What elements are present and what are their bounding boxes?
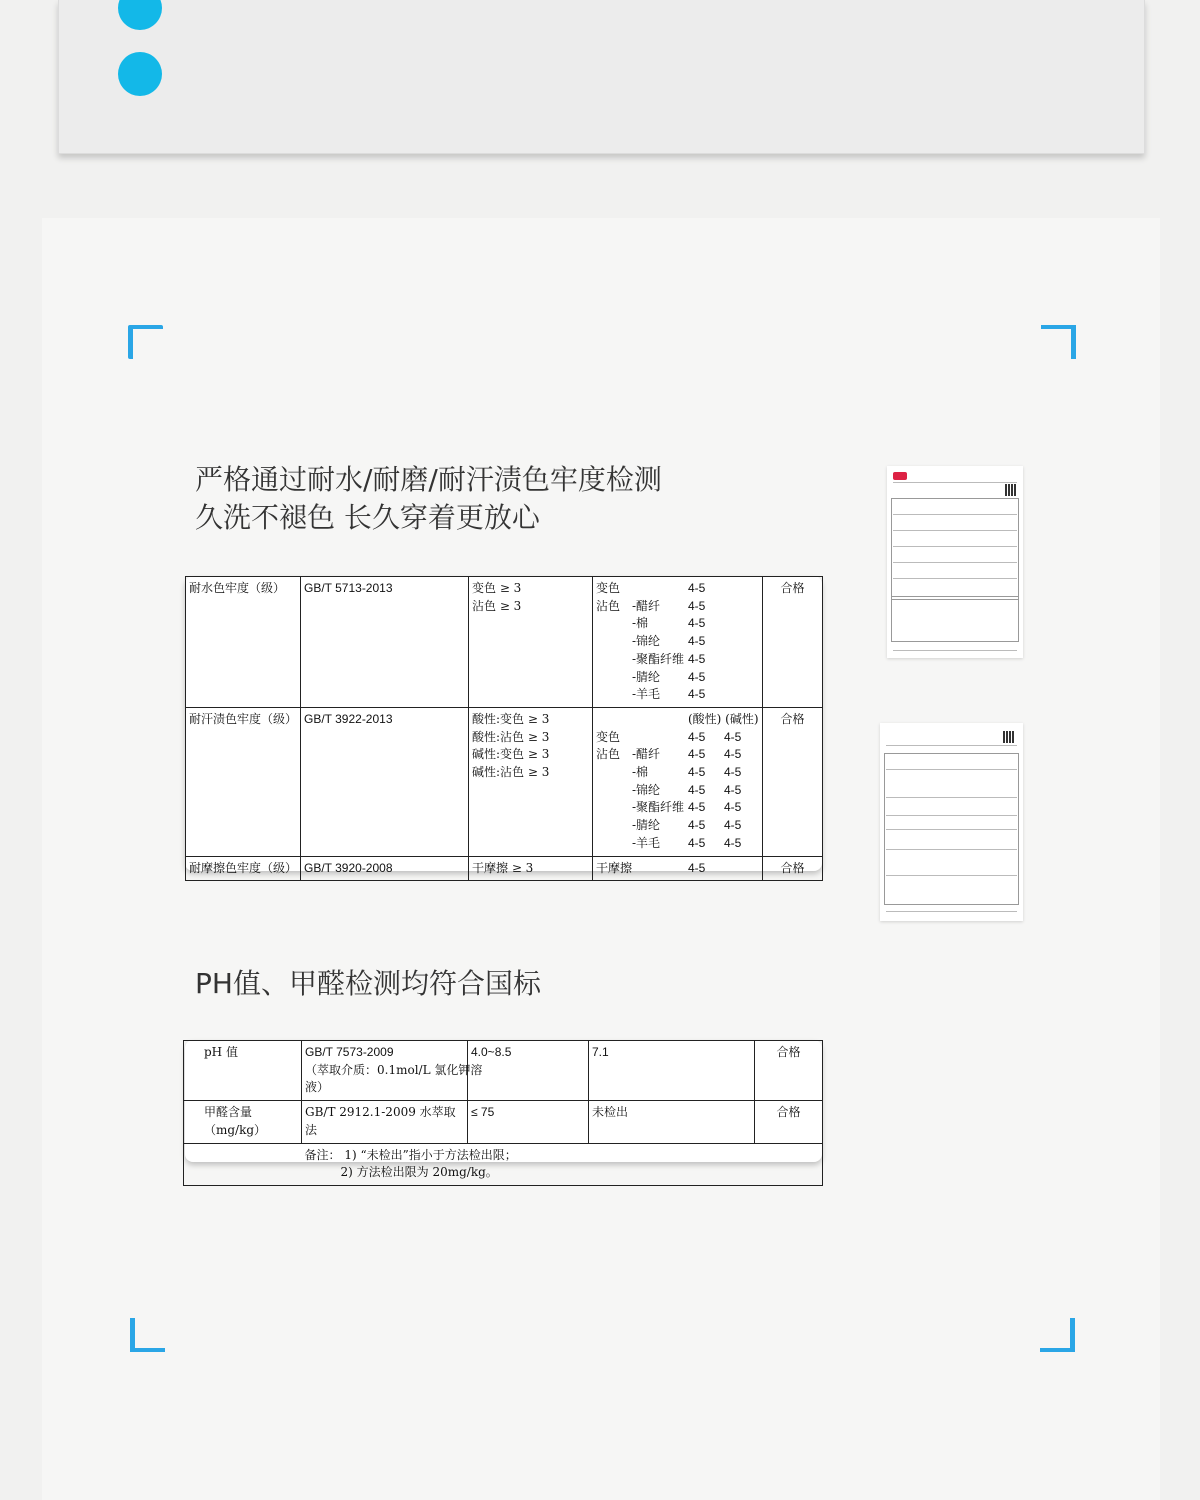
- result-header: (酸性) (碱性): [688, 711, 759, 726]
- result-label: -聚酯纤维: [632, 651, 685, 666]
- result-cell: [593, 707, 763, 856]
- result-label: -羊毛: [632, 835, 661, 850]
- bullet-dot: [118, 52, 162, 96]
- standard-cell: [302, 1041, 483, 1101]
- ph-formaldehyde-table: [183, 1040, 823, 1186]
- requirement-cell: ≤ 75: [468, 1101, 589, 1143]
- standard-cell: GB/T 2912.1-2009 水萃取法: [302, 1101, 468, 1143]
- note-cell: [302, 1143, 823, 1185]
- item-cell: pH 值: [184, 1041, 302, 1101]
- requirement-cell: [469, 577, 593, 708]
- result-acid: 4-5: [688, 765, 706, 780]
- result-alkali: 4-5: [724, 765, 742, 780]
- colorfastness-table-image: [185, 576, 822, 875]
- table-row: [184, 1101, 823, 1143]
- requirement-line: 酸性:沾色 ≥ 3: [472, 729, 550, 744]
- requirement-cell: [469, 707, 593, 856]
- table-row: [184, 1143, 823, 1185]
- verdict-cell: 合格: [763, 707, 823, 856]
- standard-cell: GB/T 5713-2013: [301, 577, 469, 708]
- corner-bracket-top-left: [128, 325, 163, 359]
- qr-code: [1003, 731, 1015, 743]
- verdict-cell: 合格: [763, 856, 823, 881]
- result-value: 4-5: [688, 634, 706, 649]
- table-row: [186, 577, 823, 708]
- verdict-cell: 合格: [763, 577, 823, 708]
- result-label: -聚酯纤维: [632, 800, 685, 815]
- item-cell: 甲醛含量（mg/kg）: [184, 1101, 302, 1143]
- result-alkali: 4-5: [724, 818, 742, 833]
- item-cell: 耐汗渍色牢度（级）: [186, 707, 301, 856]
- result-value: 4-5: [688, 598, 706, 613]
- corner-bracket-bottom-right: [1040, 1318, 1075, 1352]
- note-line: 2) 方法检出限为 20mg/kg。: [340, 1165, 498, 1180]
- requirement-cell: 4.0~8.5: [468, 1041, 589, 1101]
- standard-line: （萃取介质：0.1mol/L 氯化钾溶: [305, 1062, 483, 1077]
- result-value: 4-5: [688, 616, 706, 631]
- result-label: 沾色 -醋纤: [596, 747, 661, 762]
- result-acid: 4-5: [688, 800, 706, 815]
- requirement-line: 变色 ≥ 3: [472, 581, 522, 595]
- corner-bracket-top-right: [1041, 325, 1076, 359]
- result-label: 沾色 -醋纤: [596, 598, 661, 613]
- note-line: 备注： 1) “未检出”指小于方法检出限；: [304, 1147, 517, 1162]
- result-cell: [593, 577, 763, 708]
- test-report-thumbnail: [887, 466, 1023, 658]
- result-alkali: 4-5: [724, 800, 742, 815]
- verdict-cell: 合格: [755, 1101, 823, 1143]
- result-alkali: 4-5: [724, 782, 742, 797]
- result-label: 变色: [596, 729, 621, 744]
- result-value: 4-5: [688, 669, 706, 684]
- qr-code: [1005, 484, 1017, 496]
- result-acid: 4-5: [688, 729, 706, 744]
- result-cell: [593, 856, 763, 881]
- result-alkali: 4-5: [724, 747, 742, 762]
- requirement-line: 碱性:沾色 ≥ 3: [472, 765, 550, 780]
- report-logo: [893, 472, 907, 480]
- colorfastness-table: [185, 576, 823, 881]
- result-cell: 7.1: [589, 1041, 755, 1101]
- result-label: 变色: [596, 581, 621, 595]
- section2-heading: PH值、甲醛检测均符合国标: [195, 967, 541, 1000]
- result-label: -棉: [632, 765, 649, 780]
- top-card: [58, 0, 1145, 154]
- result-acid: 4-5: [688, 747, 706, 762]
- section1-heading-line2: 久洗不褪色 长久穿着更放心: [195, 501, 540, 534]
- table-row: [186, 856, 823, 881]
- result-value: 4-5: [688, 651, 706, 666]
- result-value: 4-5: [688, 860, 706, 875]
- result-label: 干摩擦: [596, 860, 633, 875]
- item-cell: 耐摩擦色牢度（级）: [186, 856, 301, 881]
- standard-cell: GB/T 3922-2013: [301, 707, 469, 856]
- result-acid: 4-5: [688, 835, 706, 850]
- requirement-line: 沾色 ≥ 3: [472, 598, 522, 613]
- corner-bracket-bottom-left: [130, 1318, 165, 1352]
- test-report-thumbnail: [880, 723, 1023, 921]
- result-alkali: 4-5: [724, 729, 742, 744]
- result-label: -腈纶: [632, 818, 661, 833]
- requirement-cell: 干摩擦 ≥ 3: [469, 856, 593, 881]
- section1-heading-line1: 严格通过耐水/耐磨/耐汗渍色牢度检测: [195, 463, 662, 496]
- result-alkali: 4-5: [724, 835, 742, 850]
- requirement-line: 碱性:变色 ≥ 3: [472, 747, 550, 762]
- standard-line: GB/T 7573-2009: [305, 1045, 394, 1059]
- result-label: -羊毛: [632, 687, 661, 702]
- result-value: 4-5: [688, 581, 706, 595]
- result-value: 4-5: [688, 687, 706, 702]
- standard-line: 液）: [305, 1080, 330, 1095]
- result-label: -锦纶: [632, 634, 661, 649]
- result-cell: 未检出: [589, 1101, 755, 1143]
- result-label: -棉: [632, 616, 649, 631]
- result-acid: 4-5: [688, 782, 706, 797]
- result-label: -腈纶: [632, 669, 661, 684]
- result-label: -锦纶: [632, 782, 661, 797]
- ph-formaldehyde-table-image: [185, 1040, 822, 1180]
- standard-cell: GB/T 3920-2008: [301, 856, 469, 881]
- requirement-line: 酸性:变色 ≥ 3: [472, 711, 550, 726]
- verdict-cell: 合格: [755, 1041, 823, 1101]
- item-cell: 耐水色牢度（级）: [186, 577, 301, 708]
- result-acid: 4-5: [688, 818, 706, 833]
- table-row: [184, 1041, 823, 1101]
- table-row: [186, 707, 823, 856]
